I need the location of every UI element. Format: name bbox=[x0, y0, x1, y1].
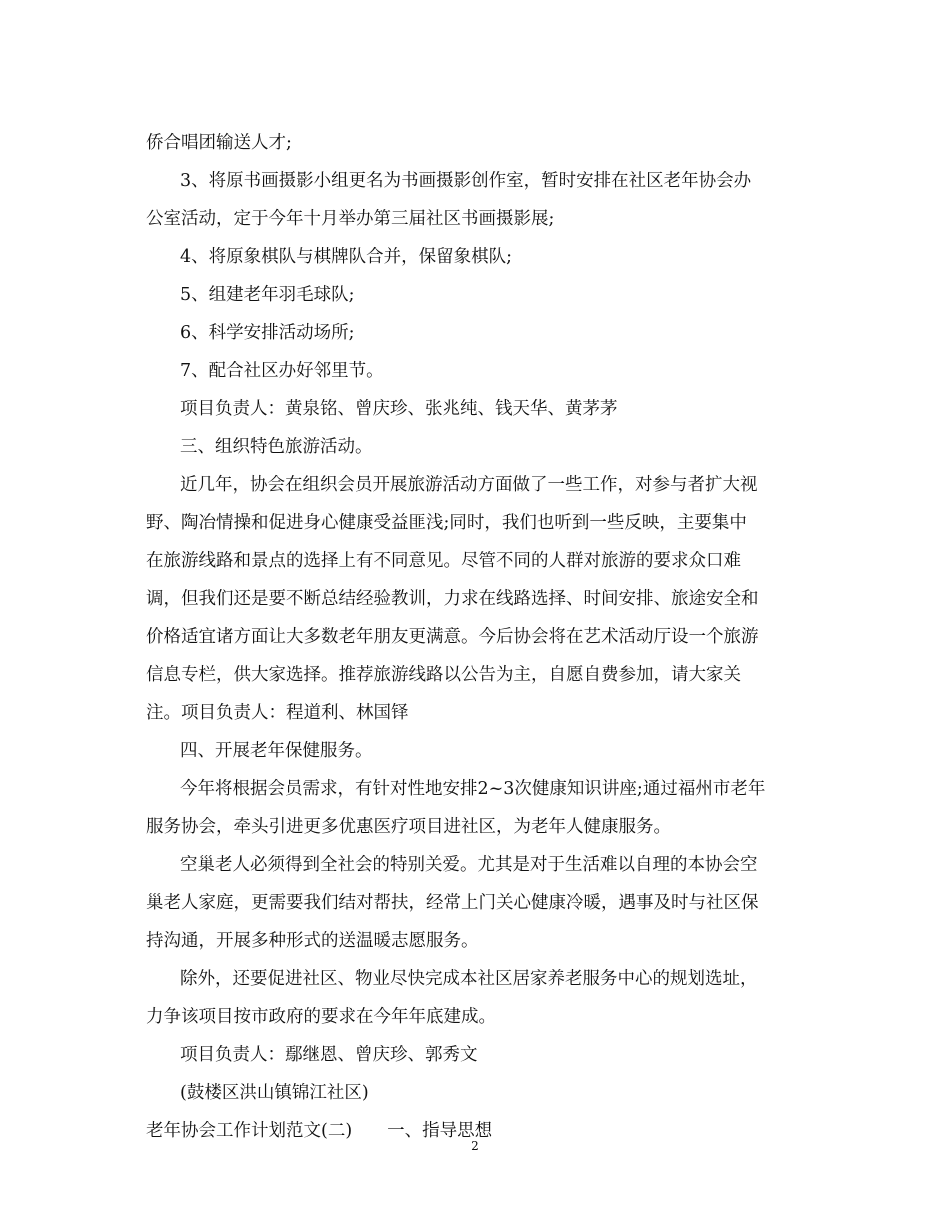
text-line: 6、科学安排活动场所; bbox=[180, 323, 355, 343]
text-line: (鼓楼区洪山镇锦江社区) bbox=[180, 1083, 369, 1103]
text-line: 在旅游线路和景点的选择上有不同意见。尽管不同的人群对旅游的要求众口难 bbox=[146, 551, 741, 571]
text-line: 巢老人家庭，更需要我们结对帮扶，经常上门关心健康冷暖，遇事及时与社区保 bbox=[146, 893, 759, 913]
text-line: 侨合唱团输送人才; bbox=[146, 133, 292, 153]
text-line: 项目负责人：鄢继恩、曾庆珍、郭秀文 bbox=[180, 1045, 478, 1065]
text-line: 注。项目负责人：程道利、林国铎 bbox=[146, 703, 409, 723]
text-line: 7、配合社区办好邻里节。 bbox=[180, 361, 384, 381]
text-line: 5、组建老年羽毛球队; bbox=[180, 285, 355, 305]
text-line: 野、陶冶情操和促进身心健康受益匪浅;同时，我们也听到一些反映，主要集中 bbox=[146, 513, 747, 533]
text-line: 4、将原象棋队与棋牌队合并，保留象棋队; bbox=[180, 247, 513, 267]
page-number: 2 bbox=[471, 1139, 479, 1153]
text-line: 三、组织特色旅游活动。 bbox=[180, 437, 373, 457]
text-line: 四、开展老年保健服务。 bbox=[180, 741, 373, 761]
text-line: 调，但我们还是要不断总结经验教训，力求在线路选择、时间安排、旅途安全和 bbox=[146, 589, 759, 609]
text-line: 服务协会，牵头引进更多优惠医疗项目进社区，为老年人健康服务。 bbox=[146, 817, 671, 837]
text-line: 近几年，协会在组织会员开展旅游活动方面做了一些工作，对参与者扩大视 bbox=[180, 475, 758, 495]
document-body bbox=[146, 128, 810, 1146]
text-line: 今年将根据会员需求，有针对性地安排2~3次健康知识讲座;通过福州市老年 bbox=[180, 779, 766, 799]
text-line: 信息专栏，供大家选择。推荐旅游线路以公告为主，自愿自费参加，请大家关 bbox=[146, 665, 741, 685]
text-line: 价格适宜诸方面让大多数老年朋友更满意。今后协会将在艺术活动厅设一个旅游 bbox=[146, 627, 759, 647]
text-line: 空巢老人必须得到全社会的特别关爱。尤其是对于生活难以自理的本协会空 bbox=[180, 855, 758, 875]
text-line: 除外，还要促进社区、物业尽快完成本社区居家养老服务中心的规划选址， bbox=[180, 969, 758, 989]
text-line: 老年协会工作计划范文(二) 一、指导思想 bbox=[146, 1121, 493, 1141]
text-line: 3、将原书画摄影小组更名为书画摄影创作室，暂时安排在社区老年协会办 bbox=[180, 171, 752, 191]
text-line: 力争该项目按市政府的要求在今年年底建成。 bbox=[146, 1007, 496, 1027]
text-line: 项目负责人：黄泉铭、曾庆珍、张兆纯、钱天华、黄茅茅 bbox=[180, 399, 618, 419]
text-line: 公室活动，定于今年十月举办第三届社区书画摄影展; bbox=[146, 209, 555, 229]
text-line: 持沟通，开展多种形式的送温暖志愿服务。 bbox=[146, 931, 479, 951]
